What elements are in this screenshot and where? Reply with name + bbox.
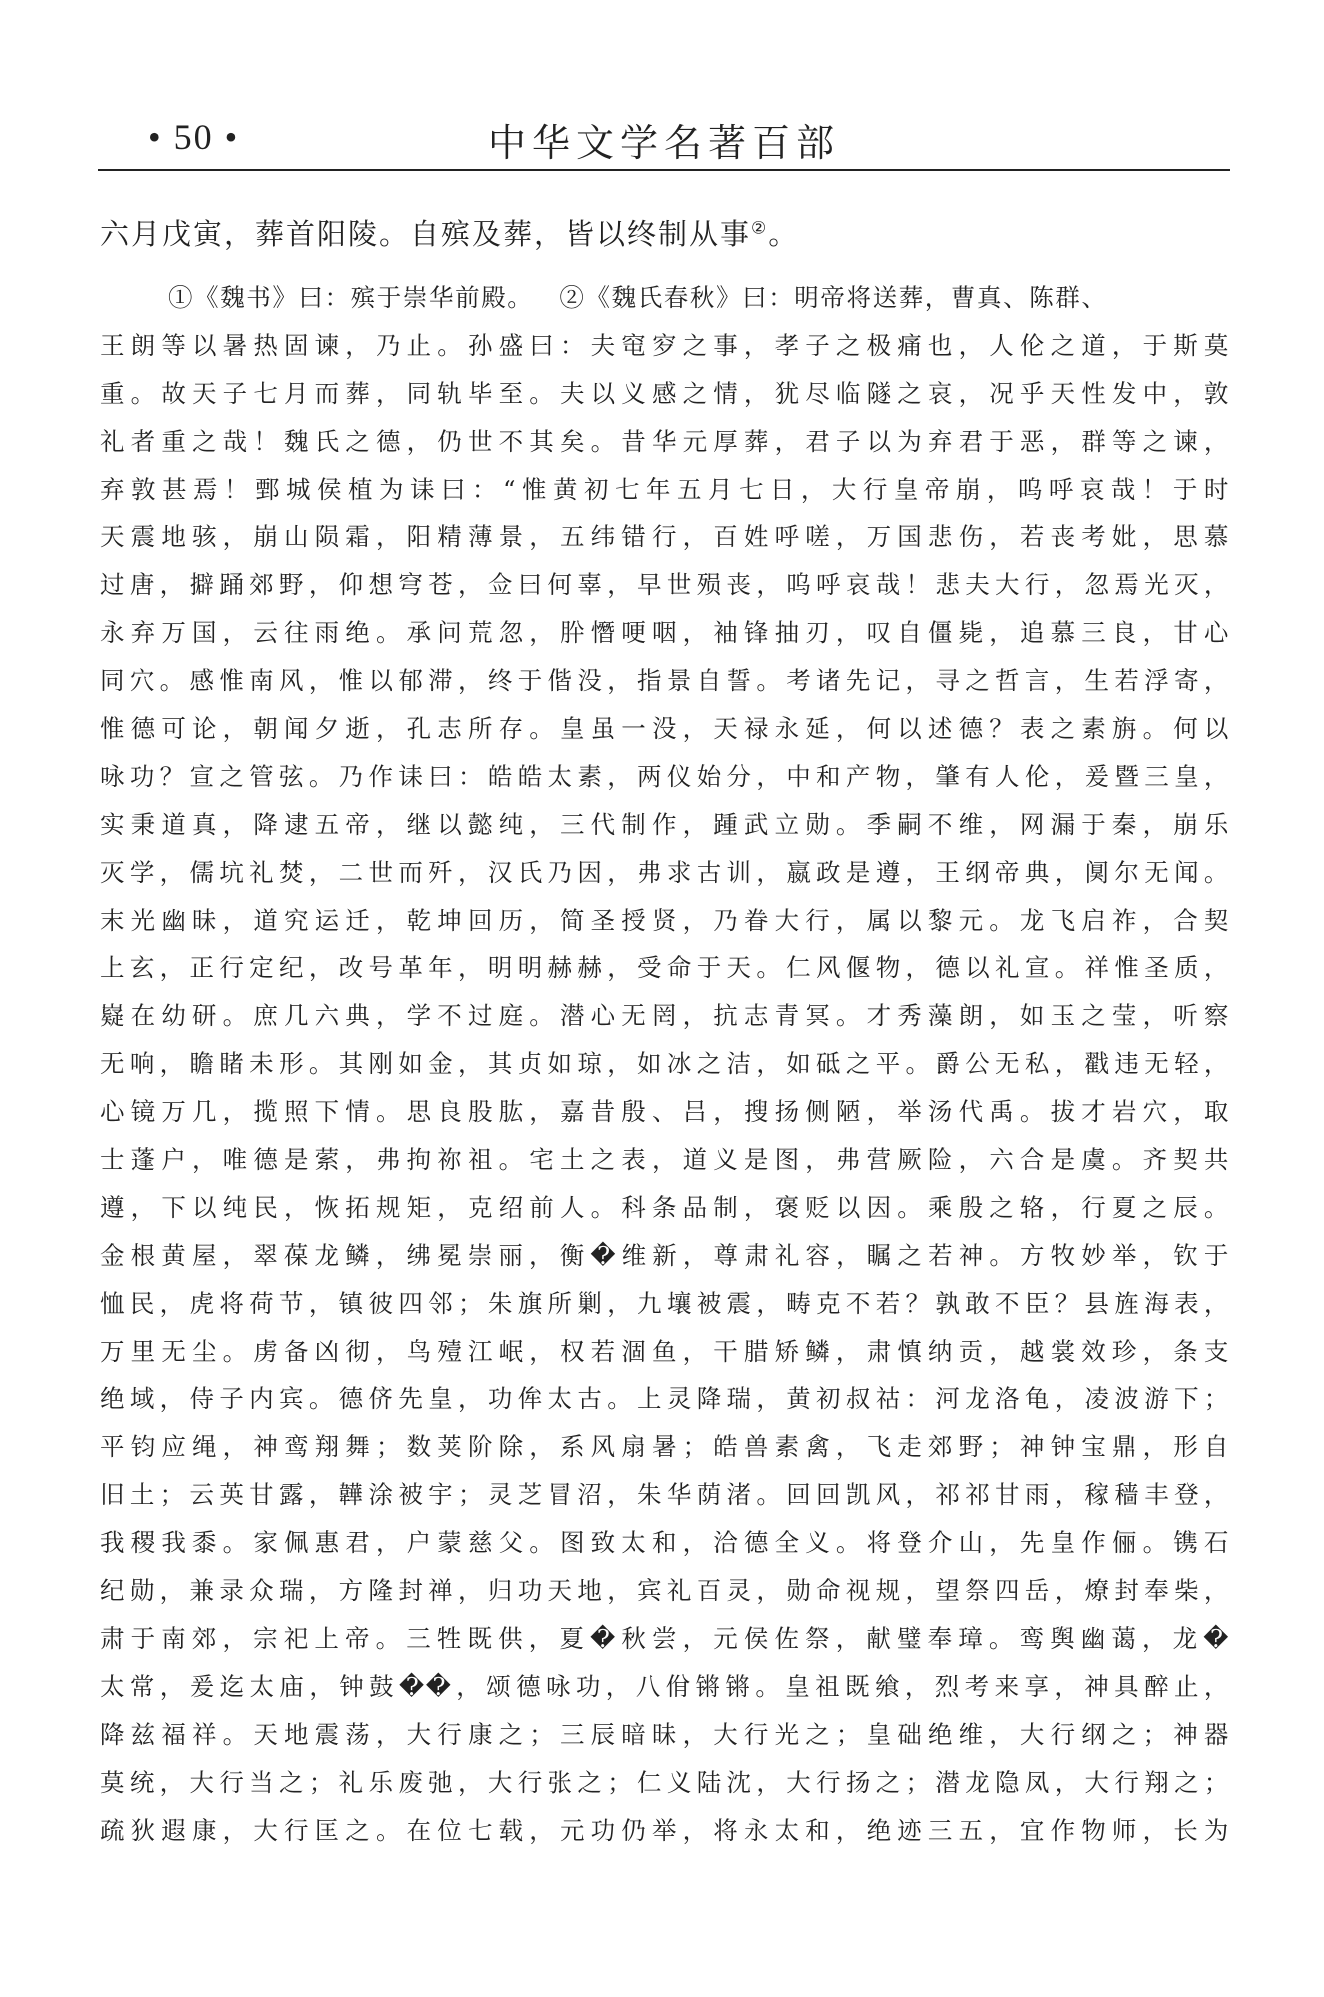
note-line: 礼者重之哉！魏氏之德，仍世不其矣。昔华元厚葬，君子以为弃君于恶，群等之谏， xyxy=(100,426,1230,456)
note-line xyxy=(100,274,1230,322)
note-ref-2: ② xyxy=(751,218,769,239)
main-sentence: 六月戊寅，葬首阳陵。自殡及葬，皆以终制从事 xyxy=(100,217,752,251)
note-line: 降兹福祥。天地震荡，大行康之；三辰暗昧，大行光之；皇础绝维，大行纲之；神器 xyxy=(100,1719,1230,1749)
note-line: 我稷我黍。家佩惠君，户蒙慈父。图致太和，洽德全义。将登介山，先皇作俪。镌石 xyxy=(100,1528,1230,1558)
note-line: 遵，下以纯民，恢拓规矩，克绍前人。科条品制，褒贬以因。乘殷之辂，行夏之辰。 xyxy=(100,1192,1230,1222)
note-line: 过唐，擗踊郊野，仰想穹苍，佥曰何辜，早世殒丧，呜呼哀哉！悲夫大行，忽焉光灭， xyxy=(100,570,1230,600)
note-line: 天震地骇，崩山陨霜，阳精薄景，五纬错行，百姓呼嗟，万国悲伤，若丧考妣，思慕 xyxy=(100,522,1230,552)
note-line: 莫统，大行当之；礼乐废弛，大行张之；仁义陆沈，大行扬之；潜龙隐凤，大行翔之； xyxy=(100,1767,1230,1797)
note-line: 肃于南郊，宗祀上帝。三牲既供，夏�秋尝，元侯佐祭，献璧奉璋。鸾舆幽蔼，龙� xyxy=(100,1623,1230,1653)
annotation-block xyxy=(100,274,1230,1854)
note-line: 恤民，虎将荷节，镇彼四邻；朱旗所剿，九壤被震，畴克不若？孰敢不臣？县旌海表， xyxy=(100,1288,1230,1318)
note-line: 纪勋，兼录众瑞，方隆封禅，归功天地，宾礼百灵，勋命视规，望祭四岳，燎封奉柴， xyxy=(100,1576,1230,1606)
note-line: 弃敦甚焉！鄄城侯植为诔曰：“惟黄初七年五月七日，大行皇帝崩，呜呼哀哉！于时 xyxy=(100,474,1230,504)
note-line: 绝域，侍子内宾。德侪先皇，功侔太古。上灵降瑞，黄初叔祜：河龙洛龟，凌波游下； xyxy=(100,1384,1230,1414)
note-line: 咏功？宣之管弦。乃作诔曰：皓皓太素，两仪始分，中和产物，肇有人伦，爰暨三皇， xyxy=(100,761,1230,791)
note-line: 永弃万国，云往雨绝。承问荒忽，肸憯哽咽，袖锋抽刃，叹自僵毙，追慕三良，甘心 xyxy=(100,618,1230,648)
note-line: 王朗等以暑热固谏，乃止。孙盛曰：夫窀穸之事，孝子之极痛也，人伦之道，于斯莫 xyxy=(100,330,1230,360)
note-line: 金根黄屋，翠葆龙鳞，绋冕崇丽，衡�维新，尊肃礼容，瞩之若神。方牧妙举，钦于 xyxy=(100,1240,1230,1270)
book-title: 中华文学名著百部 xyxy=(487,121,840,165)
note-line: 无响，瞻睹未形。其刚如金，其贞如琼，如冰之洁，如砥之平。爵公无私，戳违无轻， xyxy=(100,1049,1230,1079)
note-line: 上玄，正行定纪，改号革年，明明赫赫，受命于天。仁风偃物，德以礼宣。祥惟圣质， xyxy=(100,953,1230,983)
note-line: 末光幽昧，道究运迁，乾坤回历，简圣授贤，乃眷大行，属以黎元。龙飞启祚，合契 xyxy=(100,905,1230,935)
note-line: 平钧应绳，神鸾翔舞；数荚阶除，系风扇暑；皓兽素禽，飞走郊野；神钟宝鼎，形自 xyxy=(100,1432,1230,1462)
note-line: 同穴。感惟南风，惟以郁滞，终于偕没，指景自誓。考诸先记，寻之哲言，生若浮寄， xyxy=(100,666,1230,696)
main-period: 。 xyxy=(768,217,800,251)
note-line: 重。故天子七月而葬，同轨毕至。夫以义感之情，犹尽临隧之哀，况乎天性发中，敦 xyxy=(100,378,1230,408)
note-line: 士蓬户，唯德是萦，弗拘祢祖。宅土之表，道义是图，弗营厥险，六合是虞。齐契共 xyxy=(100,1145,1230,1175)
note-line: 嶷在幼研。庶几六典，学不过庭。潜心无罔，抗志青冥。才秀藻朗，如玉之莹，听察 xyxy=(100,1001,1230,1031)
page-number: • 50 • xyxy=(148,117,240,157)
note-1: ①《魏书》曰：殡于崇华前殿。 xyxy=(168,283,534,312)
note-line: 旧土；云英甘露，韡涂被宇；灵芝冒沼，朱华荫渚。回回凯风，祁祁甘雨，稼穑丰登， xyxy=(100,1480,1230,1510)
note-line: 实秉道真，降逮五帝，继以懿纯，三代制作，踵武立勋。季嗣不维，网漏于秦，崩乐 xyxy=(100,809,1230,839)
main-text xyxy=(100,214,1230,254)
note-line: 惟德可论，朝闻夕逝，孔志所存。皇虽一没，天禄永延，何以述德？表之素旃。何以 xyxy=(100,714,1230,744)
note-line: 灭学，儒坑礼焚，二世而歼，汉氏乃因，弗求古训，嬴政是遵，王纲帝典，阒尔无闻。 xyxy=(100,857,1230,887)
header-rule xyxy=(98,169,1230,171)
note-2-start: ②《魏氏春秋》曰：明帝将送葬，曹真、陈群、 xyxy=(559,283,1108,312)
page-header xyxy=(98,108,1230,170)
note-line: 疏狄遐康，大行匡之。在位七载，元功仍举，将永太和，绝迹三五，宜作物师，长为 xyxy=(100,1815,1230,1845)
note-line: 太常，爰迄太庙，钟鼓��，颂德咏功，八佾锵锵。皇祖既飨，烈考来享，神具醉止， xyxy=(100,1671,1230,1701)
note-line: 心镜万几，揽照下情。思良股肱，嘉昔殷、吕，搜扬侧陋，举汤代禹。拔才岩穴，取 xyxy=(100,1097,1230,1127)
note-line: 万里无尘。虏备凶彻，鸟殪江岷，权若涸鱼，干腊矫鳞，肃慎纳贡，越裳效珍，条支 xyxy=(100,1336,1230,1366)
